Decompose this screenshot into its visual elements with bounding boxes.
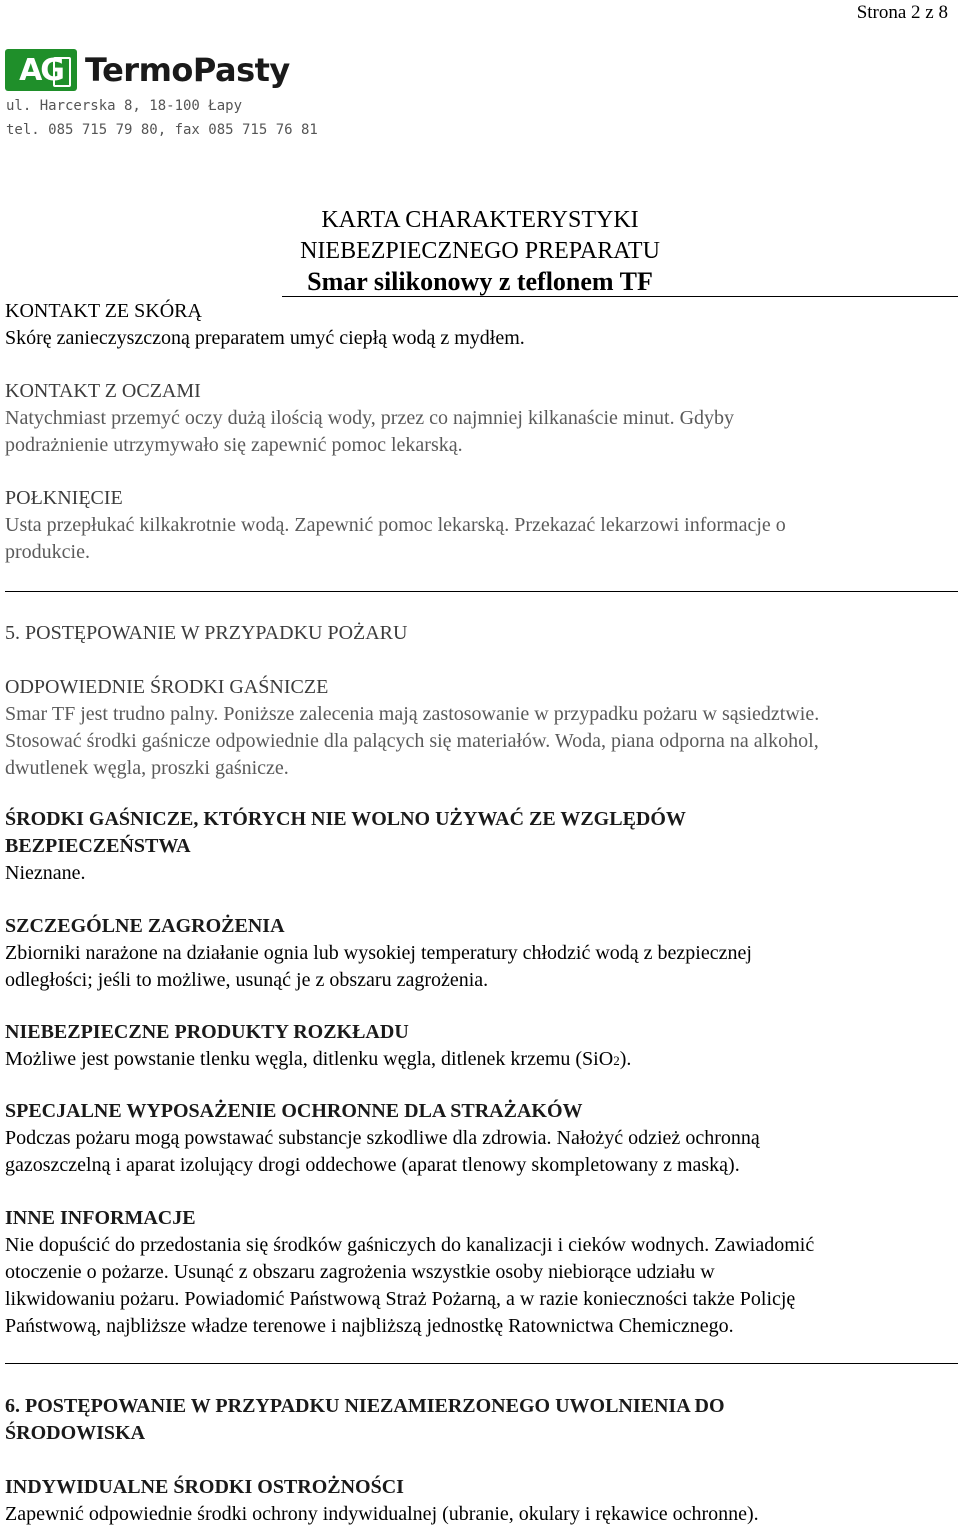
forbidden-media-block: [5, 806, 955, 887]
personal-precautions-text: Zapewnić odpowiednie środki ochrony indywidualnej (ubranie, okulary i rękawice ochronne).: [5, 1503, 759, 1525]
firefighter-equipment-block: [5, 1098, 955, 1179]
document-title: [0, 205, 960, 297]
special-hazards-block: [5, 913, 955, 994]
swallowing-line-2: produkcie.: [5, 541, 90, 563]
section-5-block: [5, 620, 955, 647]
extinguishing-media-line-2: Stosować środki gaśnicze odpowiednie dla palących się materiałów. Woda, piana odporna na alkohol,: [5, 730, 819, 752]
decomposition-text-end: ).: [619, 1048, 632, 1070]
special-hazards-heading: SZCZEGÓLNE ZAGROŻENIA: [5, 915, 285, 937]
eye-contact-line-2: podrażnienie utrzymywało się zapewnić pomoc lekarską.: [5, 434, 463, 456]
forbidden-media-heading-2: BEZPIECZEŃSTWA: [5, 835, 191, 857]
logo-badge: AG: [5, 49, 77, 91]
eye-contact-line-1: Natychmiast przemyć oczy dużą ilością wody, przez co najmniej kilkanaście minut. Gdyby: [5, 407, 735, 429]
decomposition-heading: NIEBEZPIECZNE PRODUKTY ROZKŁADU: [5, 1021, 409, 1043]
section-divider: [5, 591, 958, 592]
company-address: ul. Harcerska 8, 18-100 Łapy: [6, 98, 243, 114]
eye-contact-block: [5, 378, 955, 459]
title-line-2: NIEBEZPIECZNEGO PREPARATU: [300, 238, 660, 264]
product-name: Smar silikonowy z teflonem TF: [307, 267, 653, 296]
swallowing-heading: POŁKNIĘCIE: [5, 487, 123, 509]
logo-name: TermoPasty: [85, 51, 290, 89]
eye-contact-heading: KONTAKT Z OCZAMI: [5, 380, 201, 402]
extinguishing-media-line-3: dwutlenek węgla, proszki gaśnicze.: [5, 757, 289, 779]
firefighter-equipment-line-1: Podczas pożaru mogą powstawać substancje szkodliwe dla zdrowia. Nałożyć odzież ochronną: [5, 1127, 760, 1149]
skin-contact-text: Skórę zanieczyszczoną preparatem umyć ciepłą wodą z mydłem.: [5, 327, 525, 349]
firefighter-equipment-heading: SPECJALNE WYPOSAŻENIE OCHRONNE DLA STRAŻAKÓW: [5, 1100, 583, 1122]
skin-contact-heading: KONTAKT ZE SKÓRĄ: [5, 300, 202, 322]
section-5-heading: 5. POSTĘPOWANIE W PRZYPADKU POŻARU: [5, 622, 408, 644]
extinguishing-media-heading: ODPOWIEDNIE ŚRODKI GAŚNICZE: [5, 676, 329, 698]
page-number: Strona 2 z 8: [856, 2, 948, 23]
company-phone: tel. 085 715 79 80, fax 085 715 76 81: [6, 122, 318, 138]
other-info-block: [5, 1205, 955, 1340]
skin-contact-block: [5, 298, 955, 352]
section-6-heading-2: ŚRODOWISKA: [5, 1422, 146, 1444]
other-info-line-3: likwidowaniu pożaru. Powiadomić Państwową Straż Pożarną, a w razie konieczności także Policję: [5, 1288, 796, 1310]
extinguishing-media-block: [5, 674, 955, 782]
other-info-line-1: Nie dopuścić do przedostania się środków gaśniczych do kanalizacji i cieków wodnych. Zawiadomić: [5, 1234, 815, 1256]
forbidden-media-heading-1: ŚRODKI GAŚNICZE, KTÓRYCH NIE WOLNO UŻYWAĆ ZE WZGLĘDÓW: [5, 808, 686, 830]
section-6-heading-1: 6. POSTĘPOWANIE W PRZYPADKU NIEZAMIERZONEGO UWOLNIENIA DO: [5, 1395, 725, 1417]
swallowing-block: [5, 485, 955, 566]
section-6-block: [5, 1393, 955, 1447]
swallowing-line-1: Usta przepłukać kilkakrotnie wodą. Zapewnić pomoc lekarską. Przekazać lekarzowi informacje o: [5, 514, 786, 536]
extinguishing-media-line-1: Smar TF jest trudno palny. Poniższe zalecenia mają zastosowanie w przypadku pożaru w sąsiedztwie.: [5, 703, 820, 725]
other-info-heading: INNE INFORMACJE: [5, 1207, 196, 1229]
personal-precautions-block: [5, 1474, 955, 1528]
other-info-line-4: Państwową, najbliższe władze terenowe i najbliższą jednostkę Ratownictwa Chemicznego.: [5, 1315, 734, 1337]
section-divider-2: [5, 1363, 958, 1364]
personal-precautions-heading: INDYWIDUALNE ŚRODKI OSTROŻNOŚCI: [5, 1476, 404, 1498]
forbidden-media-text: Nieznane.: [5, 862, 86, 884]
decomposition-text: [5, 1046, 955, 1074]
decomposition-subscript: 2: [613, 1053, 620, 1068]
other-info-line-2: otoczenie o pożarze. Usunąć z obszaru zagrożenia wszystkie osoby niebiorące udziału w: [5, 1261, 715, 1283]
special-hazards-line-1: Zbiorniki narażone na działanie ognia lub wysokiej temperatury chłodzić wodą z bezpiecznej: [5, 942, 752, 964]
decomposition-block: [5, 1019, 955, 1074]
special-hazards-line-2: odległości; jeśli to możliwe, usunąć je z obszaru zagrożenia.: [5, 969, 489, 991]
title-divider: [282, 296, 958, 297]
title-line-1: KARTA CHARAKTERYSTYKI: [321, 207, 639, 233]
firefighter-equipment-line-2: gazoszczelną i aparat izolujący drogi oddechowe (aparat tlenowy skompletowany z maską).: [5, 1154, 740, 1176]
company-logo: [5, 48, 290, 92]
decomposition-text-main: Możliwe jest powstanie tlenku węgla, ditlenku węgla, ditlenek krzemu (SiO: [5, 1048, 614, 1070]
